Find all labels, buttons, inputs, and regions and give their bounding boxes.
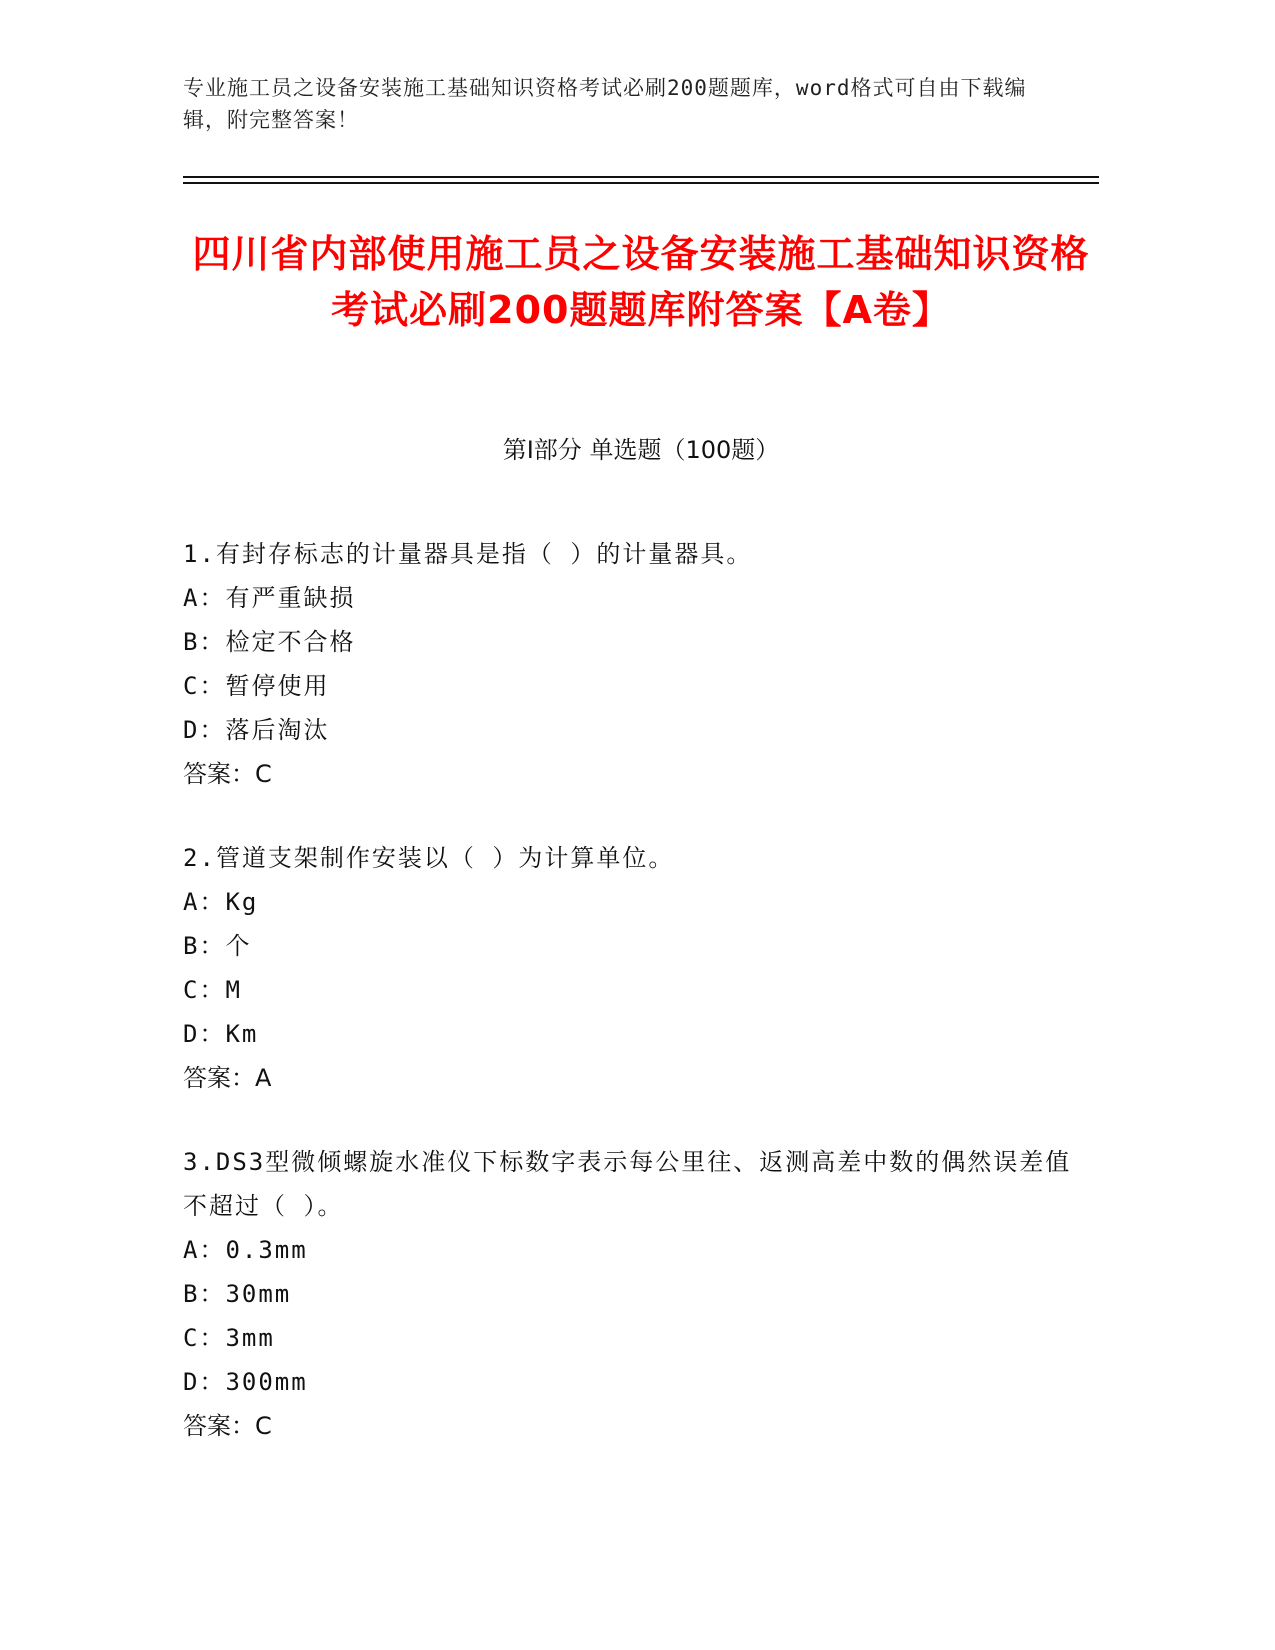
answer: 答案：C	[183, 1412, 272, 1440]
answer: 答案：C	[183, 760, 272, 788]
option-b: B：30mm	[183, 1280, 292, 1308]
section-title: 第Ⅰ部分 单选题（100题）	[502, 436, 780, 464]
option-d: D：落后淘汰	[183, 716, 330, 744]
question-stem: 3.DS3型微倾螺旋水准仪下标数字表示每公里往、返测高差中数的偶然误差值不超过（ ）。	[183, 1148, 1072, 1220]
option-c: C：M	[183, 976, 242, 1004]
option-c: C：3mm	[183, 1324, 275, 1352]
document-title: 四川省内部使用施工员之设备安装施工基础知识资格考试必刷200题题库附答案【A卷】	[192, 232, 1090, 332]
option-d: D：300mm	[183, 1368, 308, 1396]
question-item	[183, 1140, 1073, 1448]
option-a: A：0.3mm	[183, 1236, 308, 1264]
header-divider-top	[183, 176, 1099, 178]
option-c: C：暂停使用	[183, 672, 330, 700]
option-b: B：个	[183, 932, 252, 960]
question-list	[183, 532, 1073, 1488]
answer: 答案：A	[183, 1064, 272, 1092]
option-b: B：检定不合格	[183, 628, 356, 656]
question-stem: 1.有封存标志的计量器具是指（ ）的计量器具。	[183, 540, 753, 568]
option-a: A：有严重缺损	[183, 584, 356, 612]
option-a: A：Kg	[183, 888, 259, 916]
header-divider-bottom	[183, 182, 1099, 184]
question-item	[183, 532, 1073, 796]
option-d: D：Km	[183, 1020, 259, 1048]
header-note: 专业施工员之设备安装施工基础知识资格考试必刷200题题库，word格式可自由下载编辑，附完整答案！	[183, 76, 1027, 132]
question-item	[183, 836, 1073, 1100]
question-stem: 2.管道支架制作安装以（ ）为计算单位。	[183, 844, 675, 872]
